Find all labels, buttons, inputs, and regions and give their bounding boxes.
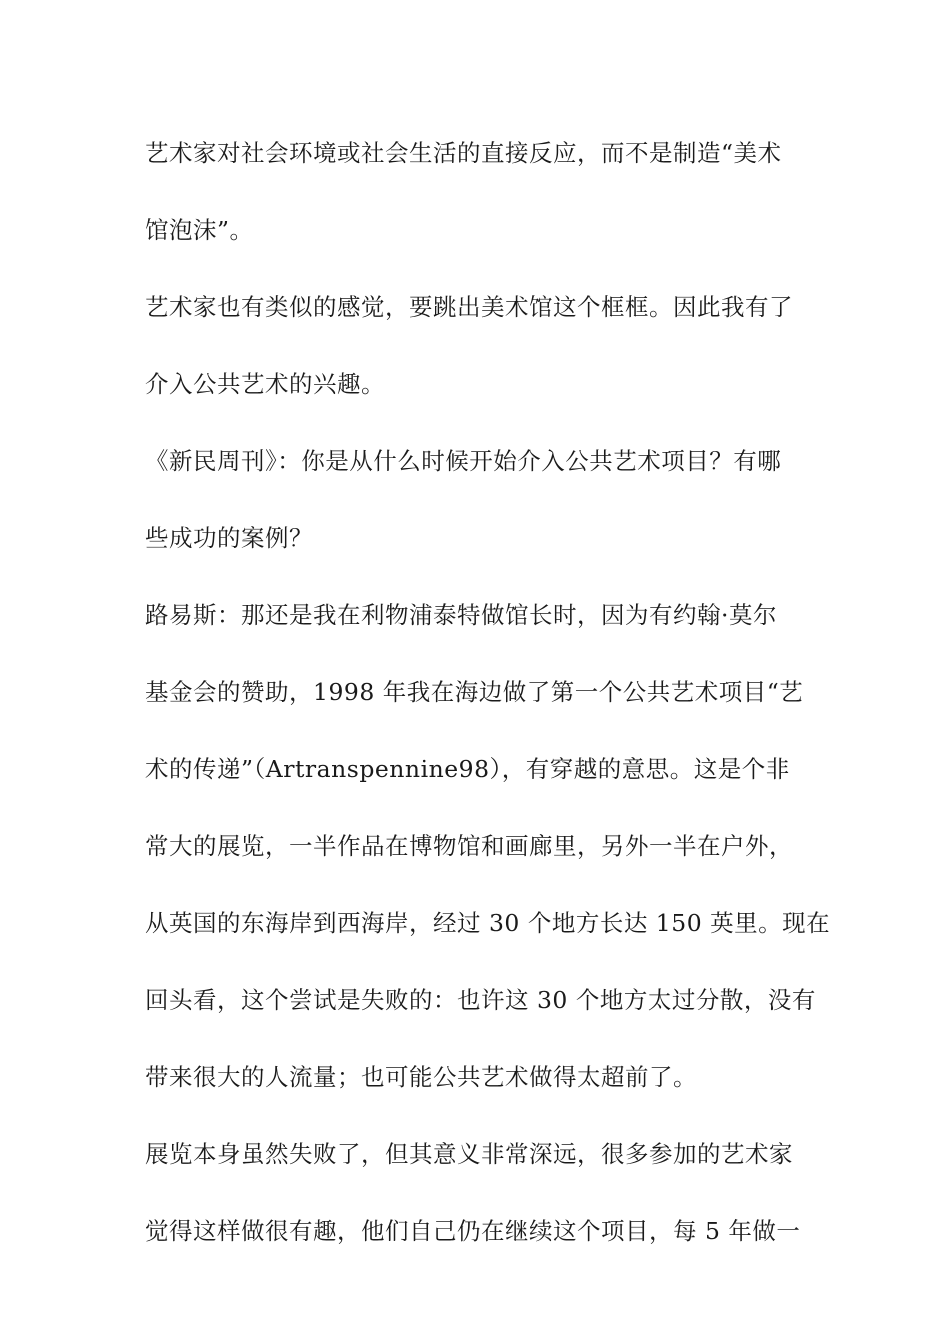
text-line: 觉得这样做很有趣，他们自己仍在继续这个项目，每 5 年做一 — [145, 1217, 801, 1245]
text-line: 常大的展览，一半作品在博物馆和画廊里，另外一半在户外， — [145, 832, 793, 860]
text-line: 些成功的案例？ — [145, 524, 313, 552]
text-line: 从英国的东海岸到西海岸，经过 30 个地方长达 150 英里。现在 — [145, 909, 831, 937]
text-line: 《新民周刊》：你是从什么时候开始介入公共艺术项目？有哪 — [145, 447, 782, 475]
text-line: 艺术家对社会环境或社会生活的直接反应，而不是制造“美术 — [145, 139, 782, 167]
text-line: 路易斯：那还是我在利物浦泰特做馆长时，因为有约翰·莫尔 — [145, 601, 777, 629]
text-line: 展览本身虽然失败了，但其意义非常深远，很多参加的艺术家 — [145, 1140, 793, 1168]
text-line: 馆泡沫”。 — [145, 216, 254, 244]
body-text — [145, 128, 831, 1283]
text-line: 带来很大的人流量；也可能公共艺术做得太超前了。 — [145, 1063, 697, 1091]
text-line: 艺术家也有类似的感觉，要跳出美术馆这个框框。因此我有了 — [145, 293, 793, 321]
text-line: 基金会的赞助，1998 年我在海边做了第一个公共艺术项目“艺 — [145, 678, 804, 706]
text-line: 术的传递”（Artranspennine98），有穿越的意思。这是个非 — [145, 755, 790, 783]
text-line: 介入公共艺术的兴趣。 — [145, 370, 385, 398]
text-line: 回头看，这个尝试是失败的：也许这 30 个地方太过分散，没有 — [145, 986, 816, 1014]
